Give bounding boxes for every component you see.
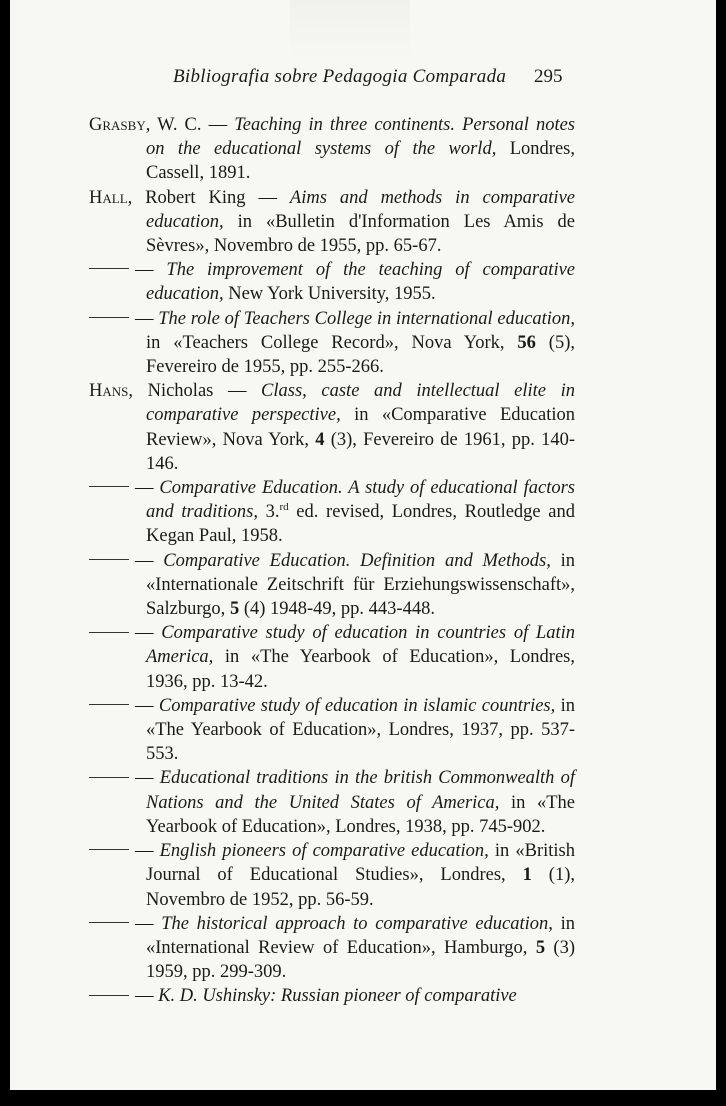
- entry-title: Comparative study of education in islamic countries,: [158, 695, 556, 716]
- entry-title: Comparative study of education in countries of Latin America,: [146, 623, 575, 668]
- entry-author: Hall: [89, 187, 128, 208]
- bibliography-list: [89, 113, 575, 1009]
- ditto-dash: [89, 849, 129, 850]
- bibliography-entry: [89, 476, 575, 549]
- bibliography-entry: [89, 549, 575, 622]
- entry-publication: New York University, 1955.: [223, 284, 436, 305]
- running-title: Bibliografia sobre Pedagogia Comparada: [173, 66, 507, 87]
- entry-publication: in «Teachers College Record», Nova York,: [146, 332, 518, 353]
- entry-title: K. D. Ushinsky: Russian pioneer of comparative: [158, 986, 517, 1007]
- entry-author: Hans: [89, 381, 129, 402]
- entry-title: Comparative Education. A study of educational factors and traditions,: [146, 478, 575, 523]
- entry-author: Grasby: [89, 115, 146, 135]
- entry-volume: 4: [315, 429, 325, 450]
- entry-publication: in «Internationale Zeitschrift für Erziehungswissenschaft», Salzburgo,: [146, 550, 576, 620]
- entry-author-detail: —: [135, 623, 162, 644]
- bibliography-entry: [89, 258, 575, 306]
- entry-title: The role of Teachers College in international education,: [158, 308, 575, 329]
- ditto-dash: [89, 268, 129, 269]
- bibliography-entry: [89, 113, 575, 186]
- entry-superscript: rd: [279, 501, 289, 514]
- book-page: [10, 0, 716, 1090]
- entry-publication: in «Bulletin d'Information Les Amis de Sèvres», Novembro de 1955, pp. 65-67.: [146, 211, 575, 257]
- entry-title: Educational traditions in the british Commonwealth of Nations and the United States of America,: [146, 768, 576, 813]
- entry-author-detail: —: [135, 260, 167, 281]
- entry-title: Aims and methods in comparative education,: [146, 187, 575, 232]
- entry-author-detail: , Nicholas —: [128, 381, 262, 402]
- ditto-dash: [89, 922, 129, 923]
- entry-volume: 5: [535, 937, 546, 958]
- bibliography-entry: [89, 621, 575, 694]
- entry-title: Teaching in three continents. Personal notes on the educational systems of the world,: [146, 115, 575, 160]
- entry-publication-detail: ed. revised, Londres, Routledge and Kegan Paul, 1958.: [146, 502, 575, 547]
- ditto-dash: [89, 995, 129, 996]
- entry-author-detail: , Robert King —: [127, 187, 290, 208]
- page-number: 295: [534, 66, 563, 87]
- entry-author-detail: —: [135, 308, 159, 329]
- ditto-dash: [89, 317, 129, 318]
- entry-author-detail: —: [135, 768, 160, 789]
- entry-publication-detail: (3), Fevereiro de 1961, pp. 140-146.: [146, 429, 575, 474]
- entry-title: Comparative Education. Definition and Methods,: [163, 550, 551, 571]
- entry-title: English pioneers of comparative education,: [159, 841, 489, 862]
- ditto-dash: [89, 559, 129, 560]
- entry-publication: in «Comparative Education Review», Nova York,: [146, 405, 575, 450]
- entry-volume: 1: [522, 865, 532, 886]
- entry-publication: in «The Yearbook of Education», Londres, 1936, pp. 13-42.: [146, 647, 575, 692]
- entry-title: The improvement of the teaching of comparative education,: [146, 260, 576, 305]
- bibliography-entry: [89, 766, 575, 839]
- ditto-dash: [89, 632, 129, 633]
- running-header: [173, 66, 563, 88]
- entry-publication: in «British Journal of Educational Studies», Londres,: [146, 841, 576, 886]
- entry-author-detail: —: [135, 550, 164, 571]
- entry-publication: 3.: [257, 502, 280, 523]
- entry-author-detail: —: [135, 913, 162, 934]
- entry-publication-detail: (1), Novembro de 1952, pp. 56-59.: [146, 865, 575, 910]
- entry-author-detail: —: [135, 695, 159, 716]
- entry-publication: Londres, Cassell, 1891.: [146, 139, 576, 184]
- entry-author-detail: —: [135, 986, 159, 1007]
- ditto-dash: [89, 486, 129, 487]
- entry-publication: in «The Yearbook of Education», Londres, 1938, pp. 745-902.: [146, 792, 575, 837]
- entry-volume: 5: [229, 599, 240, 620]
- entry-publication: in «The Yearbook of Education», Londres, 1937, pp. 537-553.: [146, 695, 576, 765]
- bibliography-entry: [89, 379, 575, 476]
- ditto-dash: [89, 777, 129, 778]
- ditto-dash: [89, 704, 129, 705]
- entry-title: The historical approach to comparative education,: [161, 913, 553, 934]
- entry-author-detail: —: [135, 478, 160, 499]
- bibliography-entry: [89, 307, 575, 380]
- entry-publication: in «International Review of Education», Hamburgo,: [146, 913, 576, 958]
- show-through-shadow: [290, 0, 410, 60]
- entry-publication-detail: (3) 1959, pp. 299-309.: [146, 937, 575, 983]
- entry-volume: 56: [517, 332, 536, 353]
- bibliography-entry: [89, 839, 575, 912]
- bibliography-entry: [89, 912, 575, 985]
- entry-title: Class, caste and intellectual elite in comparative perspective,: [146, 381, 575, 426]
- bibliography-entry: [89, 186, 575, 259]
- bibliography-entry: [89, 984, 575, 1008]
- bibliography-entry: [89, 694, 575, 767]
- entry-author-detail: , W. C. —: [145, 115, 235, 135]
- entry-publication-detail: (5), Fevereiro de 1955, pp. 255-266.: [146, 332, 575, 378]
- entry-author-detail: —: [135, 841, 160, 862]
- entry-publication-detail: (4) 1948-49, pp. 443-448.: [239, 599, 435, 620]
